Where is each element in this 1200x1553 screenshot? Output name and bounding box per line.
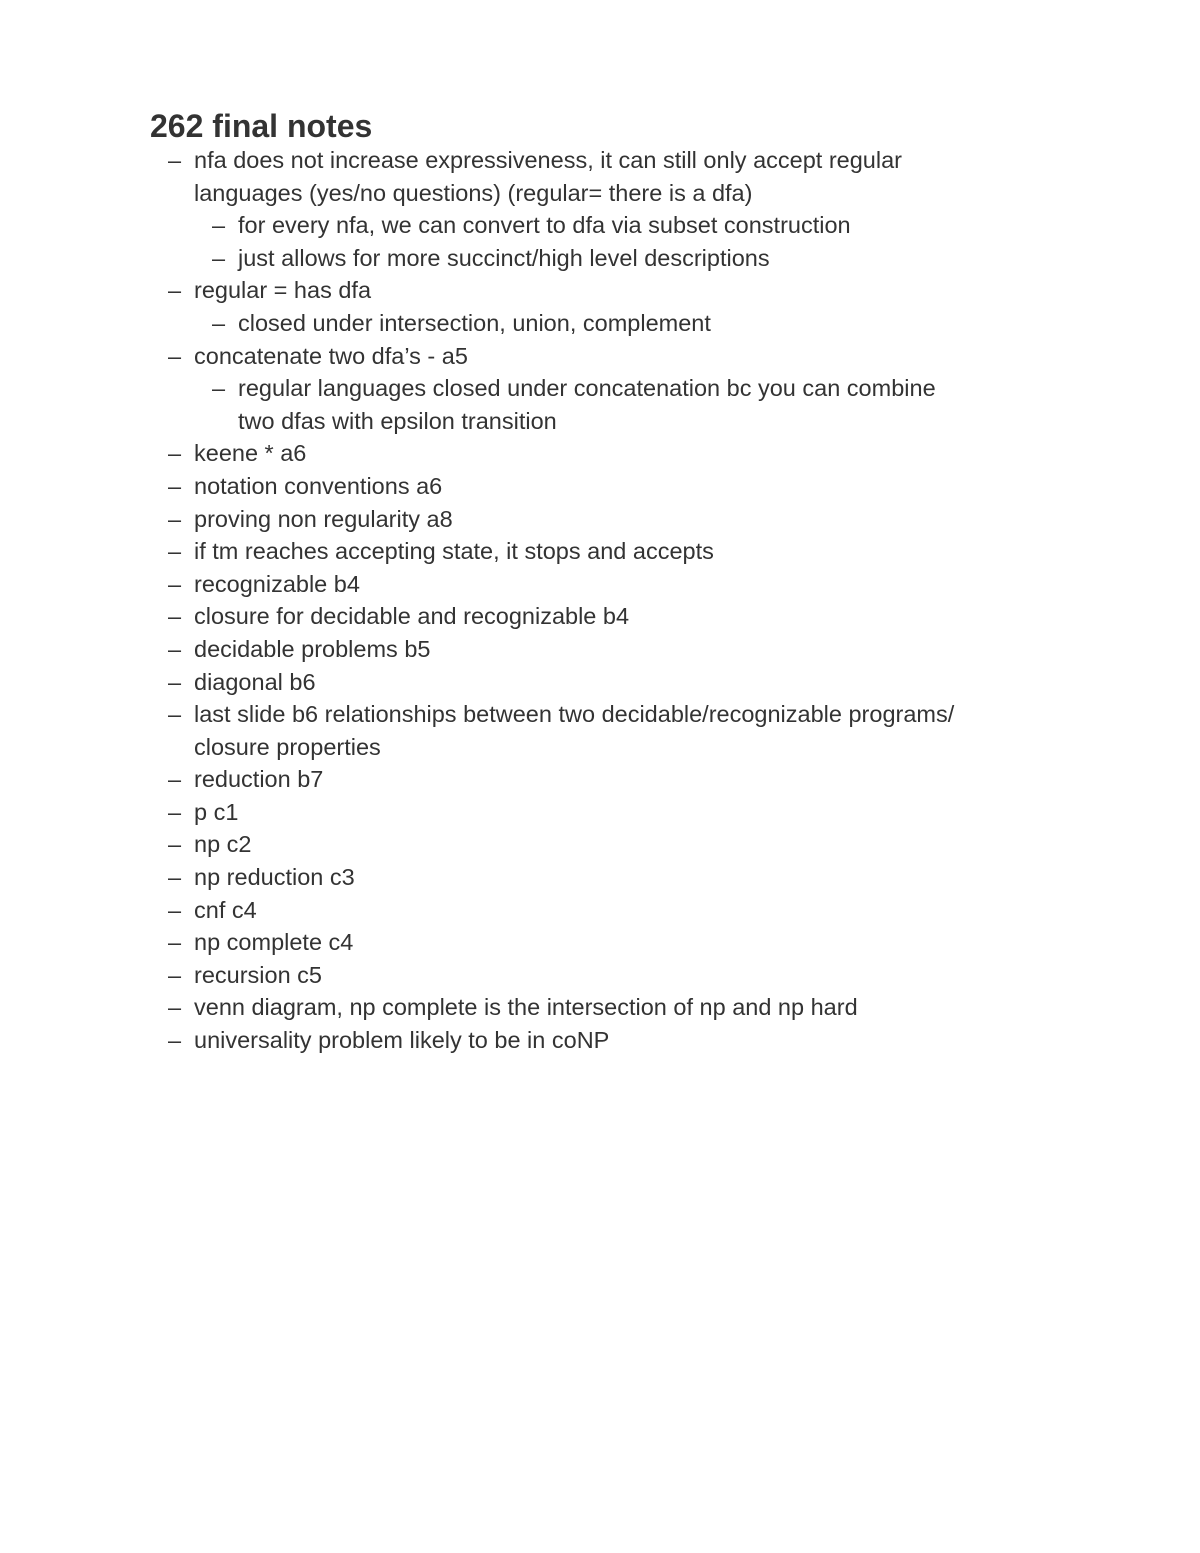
bullet-dash: – [168,798,182,825]
bullet-dash: – [168,896,182,923]
list-item [0,666,1200,699]
notes-list [0,144,1200,1057]
list-item [0,535,1200,568]
bullet-dash: – [168,831,182,858]
bullet-dash: – [168,603,182,630]
list-item-text: regular = has dfa [194,277,372,304]
list-item [0,828,1200,861]
list-item-text: recursion c5 [194,961,322,988]
bullet-dash: – [168,440,182,467]
list-item [0,926,1200,959]
bullet-dash: – [168,538,182,565]
document-title: 262 final notes [150,108,373,144]
bullet-dash: – [212,244,226,271]
list-item-text: np complete c4 [194,929,354,956]
list-item-text: decidable problems b5 [194,635,431,662]
list-item [0,274,1200,307]
bullet-dash: – [168,570,182,597]
list-item-text: diagonal b6 [194,668,316,695]
list-item-text: regular languages closed under concatenation bc you can combine [238,375,936,402]
list-item [0,600,1200,633]
list-item [0,894,1200,927]
bullet-dash: – [212,375,226,402]
list-item-text: p c1 [194,798,239,825]
bullet-dash: – [168,994,182,1021]
list-item [0,1024,1200,1057]
list-item-text: languages (yes/no questions) (regular= there is a dfa) [194,179,753,206]
list-item-text: for every nfa, we can convert to dfa via subset construction [238,212,851,239]
bullet-dash: – [212,309,226,336]
bullet-dash: – [168,635,182,662]
list-item-text: notation conventions a6 [194,472,443,499]
list-item-text: concatenate two dfa’s - a5 [194,342,468,369]
sub-list-item [0,209,1200,242]
list-item-text: cnf c4 [194,896,257,923]
list-item-text: venn diagram, np complete is the intersection of np and np hard [194,994,858,1021]
sub-list-item [0,372,1200,437]
list-item-text: closure for decidable and recognizable b4 [194,603,630,630]
bullet-dash: – [168,277,182,304]
bullet-dash: – [168,505,182,532]
list-item [0,991,1200,1024]
bullet-dash: – [168,342,182,369]
list-item-text: keene * a6 [194,440,307,467]
list-item-text: two dfas with epsilon transition [238,407,557,434]
list-item [0,340,1200,373]
bullet-dash: – [168,929,182,956]
list-item [0,437,1200,470]
list-item [0,633,1200,666]
list-item-text: closure properties [194,733,381,760]
list-item-text: proving non regularity a8 [194,505,453,532]
list-item-text: np c2 [194,831,252,858]
bullet-dash: – [168,668,182,695]
list-item-text: np reduction c3 [194,864,355,891]
list-item-text: if tm reaches accepting state, it stops and accepts [194,538,714,565]
list-item [0,959,1200,992]
list-item [0,144,1200,209]
bullet-dash: – [168,147,182,173]
bullet-dash: – [212,212,226,239]
list-item-text: closed under intersection, union, complement [238,309,711,336]
list-item [0,861,1200,894]
list-item [0,698,1200,763]
bullet-dash: – [168,472,182,499]
sub-list-item [0,307,1200,340]
bullet-dash: – [168,961,182,988]
bullet-dash: – [168,766,182,793]
list-item [0,763,1200,796]
list-item-text: universality problem likely to be in coNP [194,1027,610,1054]
list-item [0,503,1200,536]
list-item [0,568,1200,601]
list-item-text: just allows for more succinct/high level descriptions [238,244,770,271]
list-item-text: nfa does not increase expressiveness, it can still only accept regular [194,147,902,173]
list-item-text: recognizable b4 [194,570,360,597]
list-item [0,470,1200,503]
bullet-dash: – [168,1027,182,1054]
bullet-dash: – [168,864,182,891]
list-item-text: last slide b6 relationships between two decidable/recognizable programs/ [194,701,955,728]
bullet-dash: – [168,701,182,728]
sub-list-item [0,242,1200,275]
list-item-text: reduction b7 [194,766,324,793]
list-item [0,796,1200,829]
